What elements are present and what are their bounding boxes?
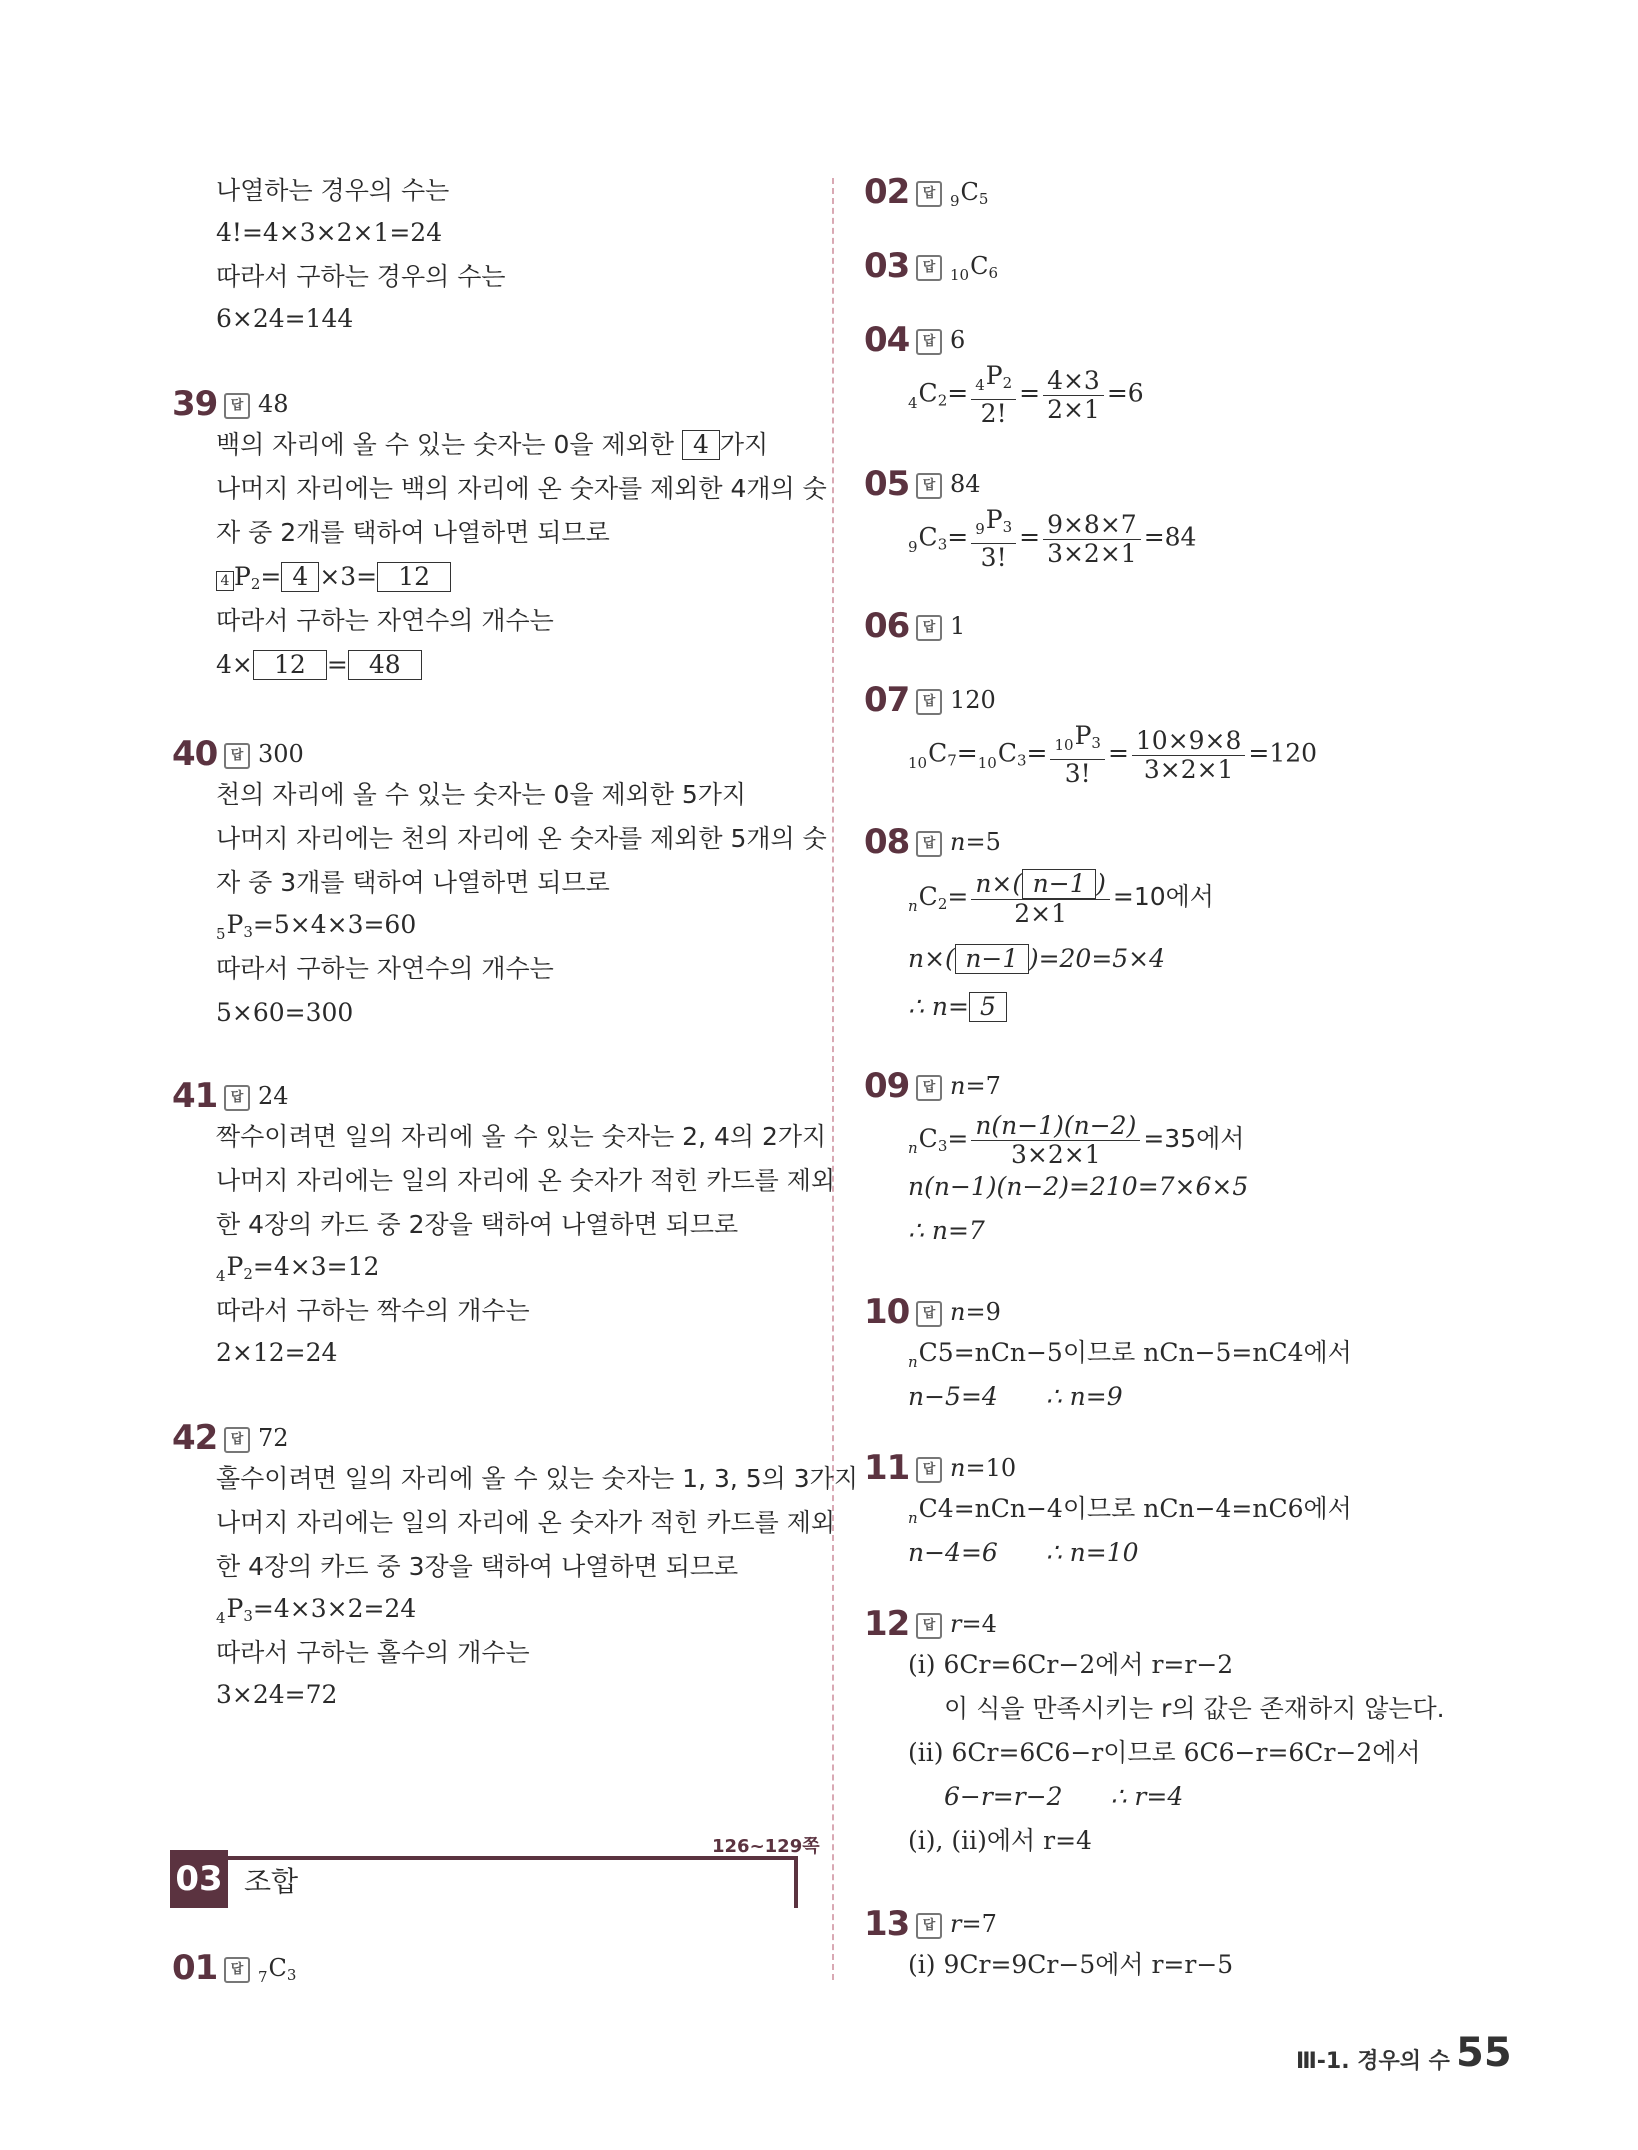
math-span: P	[985, 361, 1003, 390]
math-span: C	[918, 522, 938, 552]
math-line	[908, 1380, 1123, 1414]
math-span: 4×	[216, 650, 253, 679]
text-line: 한 4장의 카드 중 3장을 택하여 나열하면 되므로	[216, 1552, 739, 1581]
math-span: C	[918, 1124, 938, 1153]
answer-value: 300	[258, 740, 304, 768]
math-sub: 6	[988, 264, 999, 282]
case-label: (i)	[908, 1650, 936, 1679]
blank-box: 48	[348, 650, 422, 680]
section-number: 03	[170, 1850, 228, 1908]
answer-icon: 답	[224, 1957, 250, 1983]
math-prescript: 4	[908, 393, 918, 412]
answer-value: 84	[950, 470, 981, 498]
fraction	[971, 869, 1110, 928]
fraction	[971, 1112, 1140, 1169]
question-number: 05	[864, 464, 910, 504]
math-sub: 2	[1002, 374, 1013, 392]
fraction	[971, 362, 1016, 428]
math-span: 6Cr=6C6−r이므로 6C6−r=6Cr−2에서	[951, 1738, 1421, 1767]
denominator: 2×1	[1014, 899, 1067, 928]
answer-line	[910, 172, 988, 221]
math-line	[216, 648, 422, 682]
math-line: ∴ n=7	[908, 1216, 985, 1245]
math-span: 9Cr=9Cr−5에서 r=r−5	[943, 1950, 1234, 1979]
math-span: C	[268, 1954, 287, 1982]
blank-box: 12	[377, 562, 451, 592]
blank-box: 4	[281, 562, 319, 592]
section-rule	[228, 1856, 798, 1860]
answer-line	[218, 1076, 289, 1116]
text-line: 천의 자리에 올 수 있는 숫자는 0을 제외한 5가지	[216, 780, 747, 809]
answer-icon: 답	[916, 1075, 942, 1101]
answer-icon: 답	[916, 473, 942, 499]
math-span: C	[918, 882, 938, 911]
text-line: 따라서 구하는 경우의 수는	[216, 262, 506, 291]
math-span: C5=nCn−5이므로 nCn−5=nC4에서	[918, 1338, 1352, 1367]
math-span: =	[1019, 522, 1041, 552]
text-line: 자 중 2개를 택하여 나열하면 되므로	[216, 518, 610, 547]
answer-variable: n	[950, 1298, 966, 1326]
math-prescript: n	[908, 1139, 918, 1157]
math-span: =	[947, 1124, 969, 1153]
question-number: 11	[864, 1448, 910, 1488]
text-line: 짝수이려면 일의 자리에 올 수 있는 숫자는 2, 4의 2가지	[216, 1122, 827, 1151]
math-span: ∴ n=9	[1045, 1382, 1123, 1411]
math-sub: 2	[243, 1265, 253, 1283]
math-line	[908, 1736, 1421, 1770]
math-span: P	[985, 505, 1003, 534]
math-prescript: 9	[950, 192, 960, 210]
answer-line	[910, 606, 965, 646]
math-span: =	[260, 562, 282, 591]
question-number: 42	[172, 1418, 218, 1458]
math-span: n×(	[908, 944, 955, 973]
math-prescript: n	[908, 1353, 918, 1371]
answer-value: 24	[258, 1082, 289, 1110]
math-span: )	[1096, 869, 1106, 898]
question-number: 07	[864, 680, 910, 720]
math-prescript: n	[908, 1509, 918, 1527]
answer-line	[218, 1948, 296, 1997]
page-number: 55	[1456, 2030, 1512, 2076]
text-line: 따라서 구하는 자연수의 개수는	[216, 606, 554, 635]
answer-line	[910, 680, 996, 720]
math-span: ∴ r=4	[1110, 1782, 1184, 1811]
math-sub: 3	[243, 1607, 253, 1625]
math-sub: 3	[937, 535, 948, 554]
section-page-range: 126~129쪽	[712, 1836, 820, 1857]
math-span: C	[928, 738, 948, 768]
math-span: P	[226, 910, 244, 939]
answer-value: =7	[965, 1072, 1001, 1100]
math-span: P	[226, 1252, 244, 1281]
answer-line	[910, 1904, 997, 1944]
math-line	[908, 1336, 1352, 1379]
math-span: =84	[1143, 522, 1197, 552]
text-line: 나머지 자리에는 일의 자리에 온 숫자가 적힌 카드를 제외	[216, 1166, 836, 1195]
math-span: P	[1074, 721, 1092, 750]
math-line	[908, 1108, 1244, 1179]
question-number: 10	[864, 1292, 910, 1332]
question-number: 01	[172, 1948, 218, 1988]
math-prescript: 5	[216, 925, 226, 943]
text-line: 따라서 구하는 짝수의 개수는	[216, 1296, 530, 1325]
math-span: )=20=5×4	[1028, 944, 1166, 973]
text-line: 이 식을 만족시키는 r의 값은 존재하지 않는다.	[944, 1694, 1445, 1723]
math-sub: 2	[937, 391, 948, 410]
math-span: C	[918, 378, 938, 408]
math-span: =4×3=12	[252, 1252, 380, 1281]
fraction	[1050, 722, 1104, 788]
question-number: 03	[864, 246, 910, 286]
answer-value: =7	[961, 1910, 997, 1938]
math-span: =4×3×2=24	[252, 1594, 417, 1623]
answer-line	[910, 1066, 1001, 1106]
question-number: 39	[172, 384, 218, 424]
numerator: 10×9×8	[1132, 727, 1246, 756]
denominator: 2!	[980, 399, 1007, 428]
math-line	[944, 1780, 1183, 1814]
math-line	[908, 506, 1196, 578]
question-number: 08	[864, 822, 910, 862]
column-divider	[832, 178, 834, 1980]
answer-variable: n	[950, 828, 966, 856]
answer-line	[910, 246, 998, 295]
question-number: 12	[864, 1604, 910, 1644]
answer-icon: 답	[916, 615, 942, 641]
math-line	[908, 942, 1165, 976]
math-line	[908, 722, 1317, 794]
math-span: n−5=4	[908, 1382, 998, 1411]
math-line	[908, 1948, 1233, 1982]
question-number: 40	[172, 734, 218, 774]
math-line	[908, 1492, 1352, 1535]
text-line: 자 중 3개를 택하여 나열하면 되므로	[216, 868, 610, 897]
math-span: ∴ n=10	[1045, 1538, 1139, 1567]
question-number: 02	[864, 172, 910, 212]
math-span: C4=nCn−4이므로 nCn−4=nC6에서	[918, 1494, 1352, 1523]
answer-variable: r	[950, 1910, 962, 1938]
fraction	[1043, 367, 1104, 424]
math-span: =	[947, 522, 969, 552]
answer-line	[910, 1448, 1016, 1488]
answer-value: 1	[950, 612, 966, 640]
math-prescript: 10	[950, 266, 970, 284]
math-line	[216, 1250, 379, 1293]
math-span: =10에서	[1112, 882, 1214, 911]
math-span: =5×4×3=60	[252, 910, 417, 939]
math-span: =	[947, 882, 969, 911]
answer-variable: n	[950, 1072, 966, 1100]
text-line: 한 4장의 카드 중 2장을 택하여 나열하면 되므로	[216, 1210, 739, 1239]
text-line: 따라서 구하는 자연수의 개수는	[216, 954, 554, 983]
numerator	[971, 869, 1110, 900]
section-rule	[794, 1856, 798, 1908]
math-span: =	[326, 650, 348, 679]
math-span: =35에서	[1143, 1124, 1245, 1153]
math-sub: 2	[250, 575, 261, 593]
math-line: (i), (ii)에서 r=4	[908, 1826, 1092, 1855]
text-line: 나열하는 경우의 수는	[216, 176, 450, 205]
answer-icon: 답	[916, 689, 942, 715]
answer-value: =5	[965, 828, 1001, 856]
numerator	[971, 506, 1016, 544]
math-span: ×3=	[319, 562, 378, 591]
answer-line	[218, 734, 304, 774]
answer-value: =9	[965, 1298, 1001, 1326]
answer-icon: 답	[224, 1427, 250, 1453]
answer-icon: 답	[916, 181, 942, 207]
answer-icon: 답	[916, 1301, 942, 1327]
text-line	[216, 428, 768, 462]
math-line	[908, 1536, 1139, 1570]
answer-variable: r	[950, 1610, 962, 1638]
numerator: 4×3	[1043, 367, 1104, 396]
answer-icon: 답	[224, 743, 250, 769]
answer-icon: 답	[916, 1457, 942, 1483]
math-sub: 3	[1002, 518, 1013, 536]
question-number: 09	[864, 1066, 910, 1106]
text-span: 가지	[719, 430, 769, 459]
math-span: =	[947, 378, 969, 408]
answer-value: =10	[965, 1454, 1017, 1482]
math-prescript: 7	[258, 1968, 268, 1986]
answer-value: 6	[950, 326, 966, 354]
question-number: 13	[864, 1904, 910, 1944]
math-line	[908, 864, 1214, 939]
math-sub: 2	[937, 895, 948, 913]
answer-line	[910, 1604, 997, 1644]
math-prescript: 4	[975, 376, 985, 394]
footer-chapter-label: Ⅲ-1. 경우의 수	[1296, 2049, 1450, 2074]
math-prescript: 10	[908, 753, 928, 772]
math-line	[908, 1648, 1233, 1682]
math-prescript: 10	[977, 753, 997, 772]
answer-icon: 답	[916, 1913, 942, 1939]
math-line	[216, 908, 416, 951]
answer-icon: 답	[224, 393, 250, 419]
answer-icon: 답	[916, 831, 942, 857]
math-sub: 3	[1016, 751, 1027, 770]
math-sub: 3	[937, 1137, 948, 1155]
math-sub: 3	[286, 1966, 297, 1984]
math-line	[908, 362, 1144, 434]
math-span: C	[997, 738, 1017, 768]
math-line	[216, 1592, 416, 1635]
answer-icon: 답	[224, 1085, 250, 1111]
denominator: 2×1	[1047, 394, 1100, 424]
math-span: =	[1107, 738, 1129, 768]
answer-value: 48	[258, 390, 289, 418]
blank-box: 12	[253, 650, 327, 680]
blank-box: n−1	[955, 944, 1029, 974]
math-line: n(n−1)(n−2)=210=7×6×5	[908, 1172, 1249, 1201]
answer-line	[910, 822, 1001, 862]
denominator: 3×2×1	[1047, 538, 1137, 568]
blank-box: 4	[682, 430, 720, 460]
math-span: =6	[1106, 378, 1144, 408]
math-span: n×(	[975, 869, 1023, 898]
answer-variable: n	[950, 1454, 966, 1482]
math-span: =	[1026, 738, 1048, 768]
math-span: C	[970, 252, 989, 280]
question-number: 04	[864, 320, 910, 360]
math-sub: 7	[947, 751, 957, 770]
denominator: 3!	[980, 543, 1007, 572]
case-label: (ii)	[908, 1738, 944, 1767]
math-span: ∴ n=	[908, 992, 969, 1021]
math-line: 4!=4×3×2×1=24	[216, 218, 443, 247]
math-prescript: 4	[216, 1267, 226, 1285]
math-span: P	[234, 562, 251, 591]
fraction	[1043, 511, 1141, 568]
answer-line	[910, 464, 981, 504]
answer-line	[910, 1292, 1001, 1332]
math-line	[216, 560, 451, 601]
math-prescript: 9	[975, 520, 985, 538]
question-number: 06	[864, 606, 910, 646]
math-span: n−4=6	[908, 1538, 998, 1567]
math-span: P	[226, 1594, 244, 1623]
answer-line	[910, 320, 965, 360]
case-label: (i)	[908, 1950, 936, 1979]
math-line	[908, 990, 1007, 1024]
text-span: 백의 자리에 올 수 있는 숫자는 0을 제외한	[216, 430, 674, 459]
math-sub: 5	[978, 190, 989, 208]
blank-box: 5	[969, 992, 1007, 1022]
math-span: =120	[1248, 738, 1318, 768]
question-number: 41	[172, 1076, 218, 1116]
answer-icon: 답	[916, 255, 942, 281]
blank-box: n−1	[1022, 869, 1096, 899]
denominator: 3×2×1	[1143, 754, 1234, 784]
text-line: 따라서 구하는 홀수의 개수는	[216, 1638, 530, 1667]
text-line: 나머지 자리에는 일의 자리에 온 숫자가 적힌 카드를 제외	[216, 1508, 836, 1537]
text-line: 나머지 자리에는 백의 자리에 온 숫자를 제외한 4개의 숫	[216, 474, 827, 503]
math-sub: 3	[1091, 734, 1101, 752]
answer-value: 120	[950, 686, 996, 714]
answer-line	[218, 384, 289, 424]
fraction	[971, 506, 1016, 572]
math-span: 6−r=r−2	[944, 1782, 1063, 1811]
section-title: 조합	[244, 1865, 299, 1898]
numerator: 9×8×7	[1043, 511, 1141, 540]
math-prescript: 10	[1054, 736, 1074, 754]
numerator: n(n−1)(n−2)	[971, 1112, 1140, 1141]
text-line: 나머지 자리에는 천의 자리에 온 숫자를 제외한 5개의 숫	[216, 824, 827, 853]
math-line: 6×24=144	[216, 304, 354, 333]
math-line: 2×12=24	[216, 1338, 338, 1367]
math-sub: 3	[243, 923, 253, 941]
math-prescript: 4	[216, 1609, 226, 1627]
answer-value: =4	[961, 1610, 997, 1638]
math-span: =	[1019, 378, 1041, 408]
math-span: =	[956, 738, 978, 768]
section-header	[170, 1848, 798, 1910]
blank-box: 4	[216, 571, 234, 591]
numerator	[971, 362, 1016, 400]
math-line: 3×24=72	[216, 1680, 338, 1709]
denominator: 3!	[1064, 759, 1091, 788]
numerator	[1050, 722, 1104, 760]
math-span: 6Cr=6Cr−2에서 r=r−2	[943, 1650, 1234, 1679]
math-line: 5×60=300	[216, 998, 354, 1027]
answer-icon: 답	[916, 1613, 942, 1639]
math-span: C	[960, 178, 979, 206]
answer-value: 72	[258, 1424, 289, 1452]
text-line: 홀수이려면 일의 자리에 올 수 있는 숫자는 1, 3, 5의 3가지	[216, 1464, 858, 1493]
denominator: 3×2×1	[1011, 1140, 1101, 1169]
math-prescript: n	[908, 897, 918, 915]
answer-icon: 답	[916, 329, 942, 355]
math-prescript: 9	[908, 537, 918, 556]
answer-line	[218, 1418, 289, 1458]
fraction	[1132, 727, 1246, 784]
